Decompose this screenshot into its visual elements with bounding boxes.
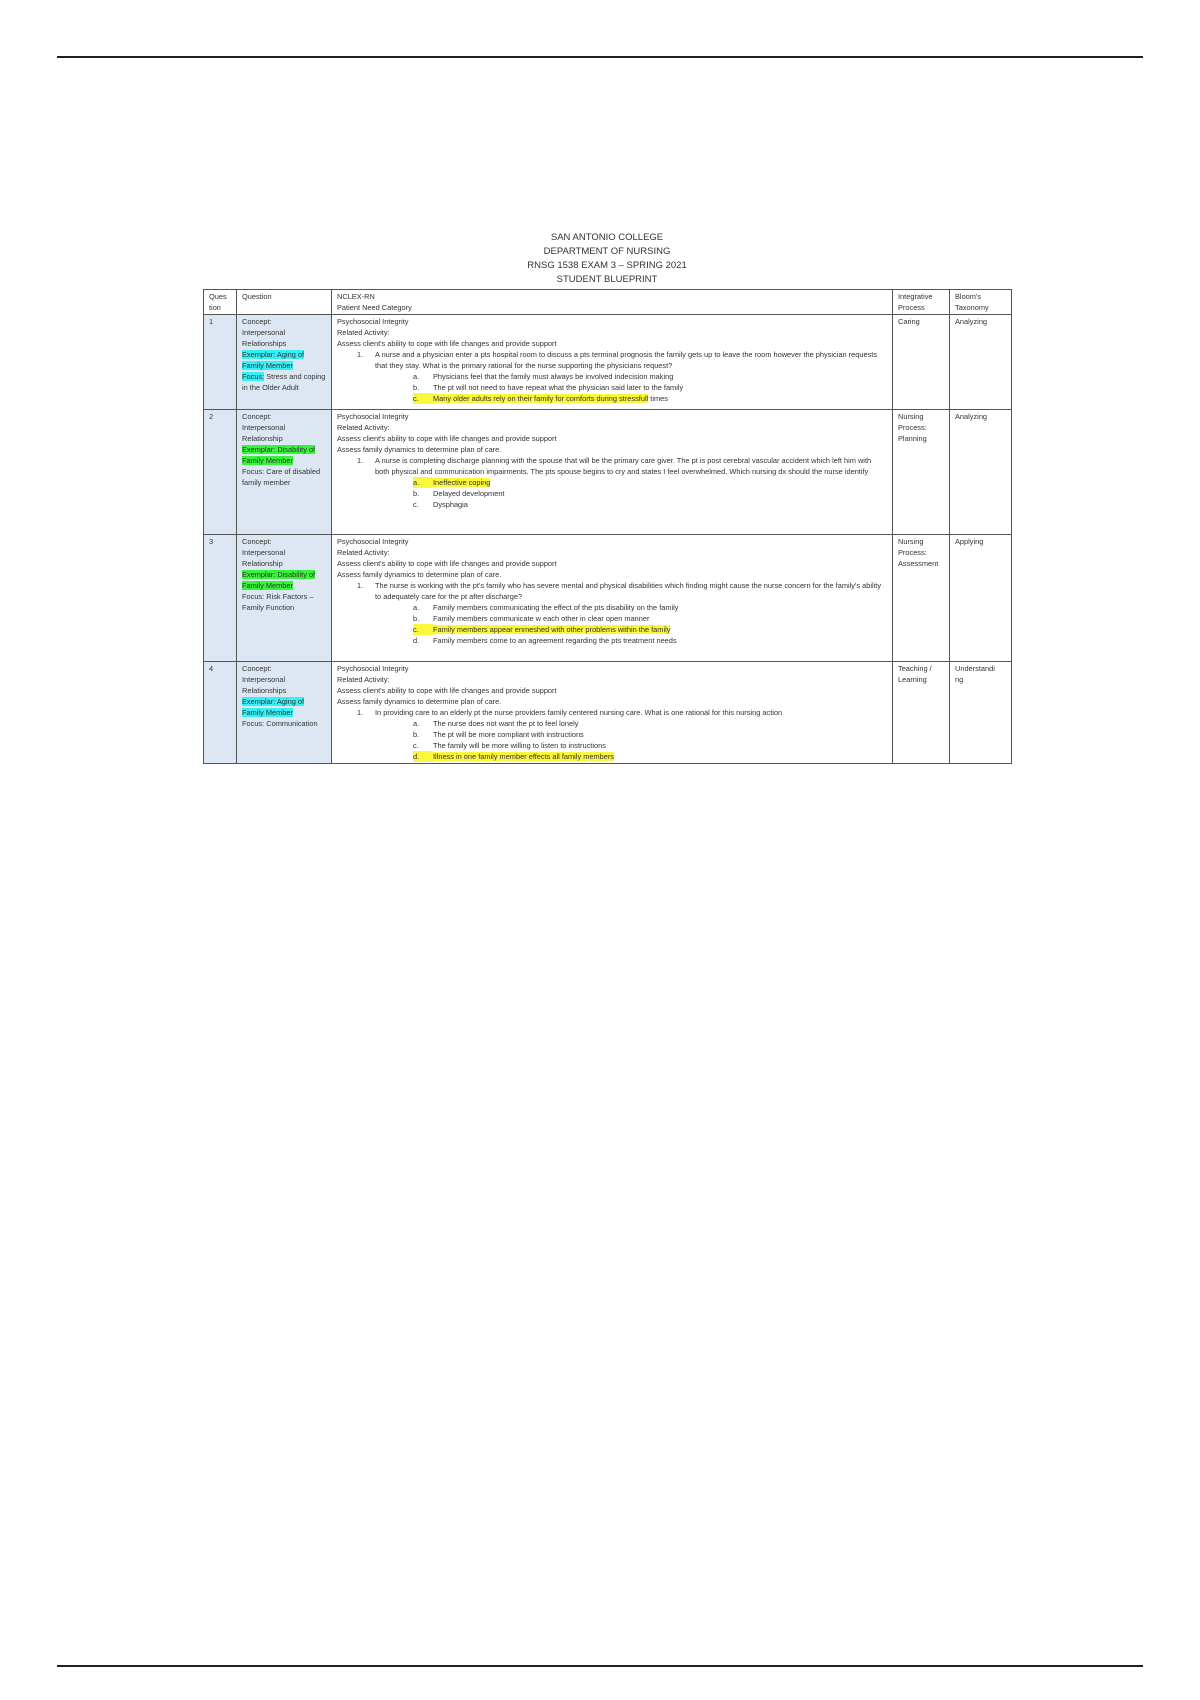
exemplar-highlight: Exemplar: Aging of Family Member (242, 350, 305, 370)
answer-option-correct: c. Family members appear enmeshed with other problems within the family (413, 625, 671, 634)
college-name: SAN ANTONIO COLLEGE (550, 232, 664, 243)
question-stem: 1. A nurse and a physician enter a pts hospital room to discuss a pts terminal prognosis the family gets up to leave the room however the physician requests that they stay. What is the primary rational for the nurse supporting the physicians request? (357, 350, 878, 370)
answer-option: c. The family will be more willing to listen to instructions (413, 741, 606, 750)
nclex-cell: Psychosocial Integrity Related Activity: Assess client's ability to cope with life changes and provide support 1. A nurse and a physician enter a pts hospital room to discuss a pts terminal prognosis the family gets up to leave the room however the physician requests that they stay. What is the primary rational for the nurse supporting the physicians request? a. Physicians feel that the family must always be involved indecision making b. The pt will not need to have repeat what the physician said later to the family c. Many older adults rely on their family for comforts during stressfull times (332, 315, 893, 410)
answer-option: b. The pt will be more compliant with instructions (413, 730, 584, 739)
department-name: DEPARTMENT OF NURSING (543, 246, 671, 257)
header-integrative-process: Integrative Process (893, 290, 950, 315)
blueprint-title: STUDENT BLUEPRINT (556, 274, 658, 285)
question-stem: 1. The nurse is working with the pt's family who has severe mental and physical disabilities which finding might cause the nurse concern for the family's ability to adequately care for the pt after discharge? (357, 581, 882, 601)
table-row (204, 315, 1012, 410)
question-concept-cell: Concept: Interpersonal Relationships Exemplar: Aging of Family Member Focus: Stress and coping in the Older Adult (237, 315, 332, 410)
blooms-cell: Analyzing (950, 410, 1012, 535)
nclex-cell: Psychosocial Integrity Related Activity: Assess client's ability to cope with life changes and provide support Assess family dynamics to determine plan of care. 1. A nurse is completing discharge planning with the spouse that will be the primary care giver. The pt is post cerebral vascular accident which left him with both physical and communication impairments. The pts spouse begins to cry and states I feel overwhelmed. Which nursing dx should the nurse identify a. Ineffective coping b. Delayed development c. Dysphagia (332, 410, 893, 535)
nclex-cell: Psychosocial Integrity Related Activity: Assess client's ability to cope with life changes and provide support Assess family dynamics to determine plan of care. 1. In providing care to an elderly pt the nurse providers family centered nursing care. What is one rational for this nursing action a. The nurse does not want the pt to feel lonely b. The pt will be more compliant with instructions c. The family will be more willing to listen to instructions d. Illness in one family member effects all family members (332, 662, 893, 764)
answer-option: a. Family members communicating the effect of the pts disability on the family (413, 603, 679, 612)
blooms-cell: Applying (950, 535, 1012, 662)
answer-option: b. Family members communicate w each other in clear open manner (413, 614, 650, 623)
bottom-rule (57, 1665, 1143, 1667)
integrative-process-cell: Caring (893, 315, 950, 410)
question-concept-cell: Concept: Interpersonal Relationship Exemplar: Disability of Family Member Focus: Care of disabled family member (237, 410, 332, 535)
question-number: 3 (204, 535, 237, 662)
answer-option: c. Dysphagia (413, 500, 468, 509)
header-blooms: Bloom's Taxonomy (950, 290, 1012, 315)
answer-option: a. Physicians feel that the family must always be involved indecision making (413, 372, 674, 381)
answer-option: b. Delayed development (413, 489, 505, 498)
answer-option-correct: c. Many older adults rely on their family for comforts during stressfull times (413, 394, 668, 403)
answer-option-correct: a. Ineffective coping (413, 478, 491, 487)
header-question: Question (237, 290, 332, 315)
table-row (204, 410, 1012, 535)
exam-title: RNSG 1538 EXAM 3 – SPRING 2021 (527, 260, 687, 271)
question-number: 4 (204, 662, 237, 764)
question-stem: 1. In providing care to an elderly pt the nurse providers family centered nursing care. What is one rational for this nursing action (357, 708, 783, 717)
exemplar-highlight: Exemplar: Disability of Family Member (242, 570, 316, 590)
question-concept-cell: Concept: Interpersonal Relationship Exemplar: Disability of Family Member Focus: Risk Factors – Family Function (237, 535, 332, 662)
blooms-cell: Analyzing (950, 315, 1012, 410)
integrative-process-cell: Nursing Process: Planning (893, 410, 950, 535)
answer-option: a. The nurse does not want the pt to feel lonely (413, 719, 579, 728)
integrative-process-cell: Teaching / Learning (893, 662, 950, 764)
question-number: 2 (204, 410, 237, 535)
blueprint-table (203, 289, 1012, 764)
table-row (204, 535, 1012, 662)
blueprint-document (203, 231, 1011, 764)
top-rule (57, 56, 1143, 58)
exemplar-highlight: Exemplar: Disability of Family Member (242, 445, 316, 465)
header-nclex: NCLEX-RN Patient Need Category (332, 290, 893, 315)
answer-option-correct: d. Illness in one family member effects all family members (413, 752, 614, 761)
question-number: 1 (204, 315, 237, 410)
header-question-number: Ques tion (204, 290, 237, 315)
nclex-cell: Psychosocial Integrity Related Activity: Assess client's ability to cope with life changes and provide support Assess family dynamics to determine plan of care. 1. The nurse is working with the pt's family who has severe mental and physical disabilities which finding might cause the nurse concern for the family's ability to adequately care for the pt after discharge? a. Family members communicating the effect of the pts disability on the family b. Family members communicate w each other in clear open manner c. Family members appear enmeshed with other problems within the family d. Family members come to an agreement regarding the pts treatment needs (332, 535, 893, 662)
document-header (203, 231, 1011, 287)
question-stem: 1. A nurse is completing discharge planning with the spouse that will be the primary care giver. The pt is post cerebral vascular accident which left him with both physical and communication impairments. The pts spouse begins to cry and states I feel overwhelmed. Which nursing dx should the nurse identify (357, 456, 872, 476)
answer-option: b. The pt will not need to have repeat what the physician said later to the family (413, 383, 684, 392)
blooms-cell: Understandi ng (950, 662, 1012, 764)
integrative-process-cell: Nursing Process: Assessment (893, 535, 950, 662)
question-concept-cell: Concept: Interpersonal Relationships Exemplar: Aging of Family Member Focus: Communication (237, 662, 332, 764)
table-row (204, 662, 1012, 764)
answer-option: d. Family members come to an agreement regarding the pts treatment needs (413, 636, 677, 645)
exemplar-highlight: Exemplar: Aging of Family Member (242, 697, 305, 717)
table-header-row (204, 290, 1012, 315)
